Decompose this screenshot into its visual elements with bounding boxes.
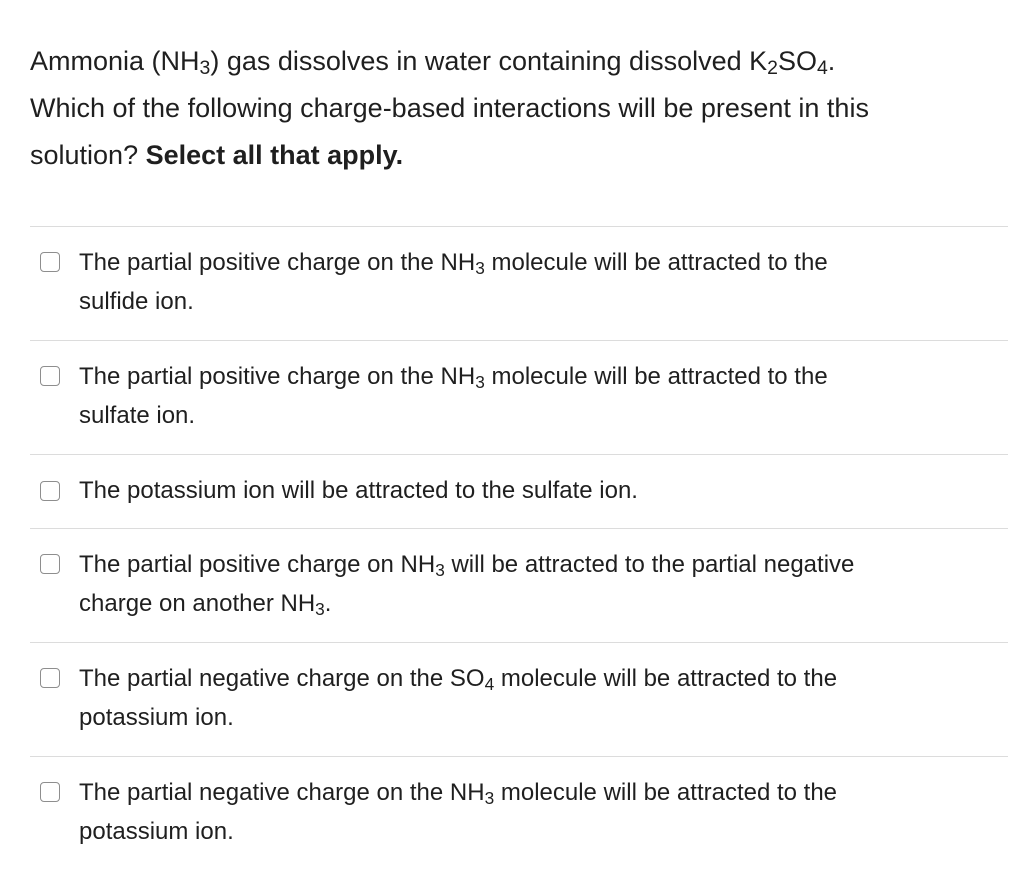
answer-option-5[interactable] xyxy=(30,643,1008,757)
checkbox-option-4[interactable] xyxy=(40,554,60,574)
option-5-label[interactable]: The partial negative charge on the $SO_4$ molecule will be attracted to the potassium ion. xyxy=(79,665,838,731)
answer-option-4[interactable] xyxy=(30,529,1008,643)
option-6-label[interactable]: The partial negative charge on the $NH_3$ molecule will be attracted to the potassium ion. xyxy=(79,779,838,845)
question-line-3: solution? Select all that apply. xyxy=(30,140,404,170)
option-2-label[interactable]: The partial positive charge on the $NH_3$ molecule will be attracted to the sulfate ion. xyxy=(79,363,828,429)
answer-options-list xyxy=(30,226,1008,871)
answer-option-1[interactable] xyxy=(30,227,1008,341)
option-1-label[interactable]: The partial positive charge on the $NH_3$ molecule will be attracted to the sulfide ion. xyxy=(79,249,828,315)
checkbox-option-2[interactable] xyxy=(40,366,60,386)
question-line-2: Which of the following charge-based interactions will be present in this xyxy=(30,93,869,123)
checkbox-option-5[interactable] xyxy=(40,668,60,688)
option-4-label[interactable]: The partial positive charge on $NH_3$ will be attracted to the partial negative charge on another $NH_3$. xyxy=(79,551,855,619)
answer-option-6[interactable] xyxy=(30,757,1008,871)
checkbox-option-6[interactable] xyxy=(40,782,60,802)
question-line-1: Ammonia $(NH_3)$ gas dissolves in water containing dissolved $K_2SO_4$. xyxy=(30,46,836,80)
question-text xyxy=(30,38,1015,179)
select-all-instruction: Select all that apply. xyxy=(145,140,404,170)
checkbox-option-1[interactable] xyxy=(40,252,60,272)
checkbox-option-3[interactable] xyxy=(40,481,60,501)
option-3-label[interactable]: The potassium ion will be attracted to the sulfate ion. xyxy=(79,477,638,504)
answer-option-3[interactable] xyxy=(30,455,1008,529)
answer-option-2[interactable] xyxy=(30,341,1008,455)
